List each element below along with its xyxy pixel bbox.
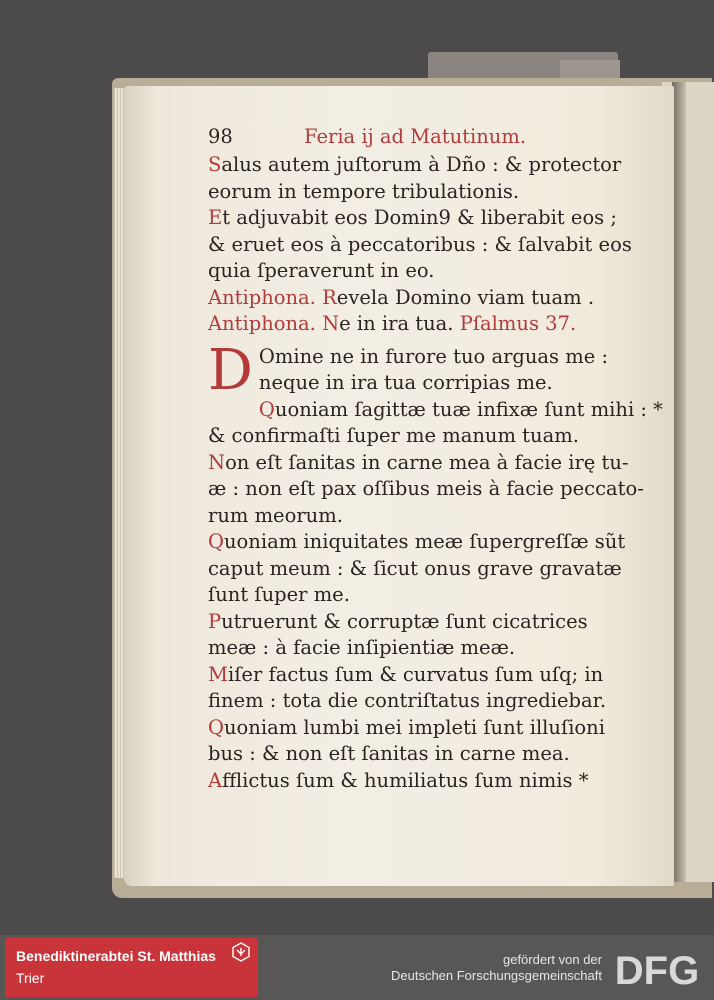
- verse: [208, 609, 652, 662]
- verse-initial: Q: [208, 530, 224, 553]
- verse-line: & confirmaſti ſuper me manum tuam.: [208, 424, 579, 447]
- psalm-opening: [208, 337, 652, 403]
- funding-line-1: gefördert von der: [502, 952, 602, 967]
- institution-name: Benediktinerabtei St. Matthias: [16, 948, 216, 964]
- verse-line: fflictus ſum & humiliatus ſum nimis *: [222, 768, 589, 792]
- dfg-logo: [606, 948, 708, 990]
- antiphon-text: evela Domino viam tuam .: [336, 285, 595, 309]
- verse-line: neque in ira tua corripias me.: [258, 371, 553, 394]
- abbey-logo-icon: [231, 942, 251, 962]
- funding-line-2: Deutschen Forschungsgemeinschaft: [390, 968, 602, 983]
- antiphon-label: Antiphona.: [208, 312, 316, 335]
- verse-line: finem : tota die contriſtatus ingrediebar.: [208, 689, 607, 712]
- verse: [208, 397, 663, 450]
- verse-initial: P: [208, 609, 222, 633]
- running-head: Feria ij ad Matutinum.: [304, 125, 527, 148]
- verse-initial: M: [208, 662, 228, 686]
- verse-line: alus autem juſtorum à Dño : & protector: [221, 153, 622, 176]
- verse: [208, 662, 652, 715]
- verse-line: ſunt ſuper me.: [208, 583, 350, 606]
- verse-initial: Q: [258, 397, 275, 421]
- book-gutter: [672, 82, 686, 882]
- antiphon-label: Antiphona.: [208, 285, 316, 309]
- verse-initial: A: [208, 768, 223, 792]
- institution-city: Trier: [16, 970, 45, 986]
- antiphon-initial: R: [322, 285, 337, 309]
- verse: [208, 450, 652, 530]
- verse-line: iſer factus ſum & curvatus ſum uſq; in: [227, 662, 604, 686]
- page-text: [208, 124, 663, 794]
- page-header: [208, 124, 652, 152]
- verse-line: Omine ne in furore tuo arguas me :: [258, 344, 609, 368]
- verse: [208, 768, 652, 795]
- verse-initial: N: [208, 450, 226, 474]
- antiphon-text: e in ira tua.: [339, 312, 454, 335]
- verse-line: & eruet eos à peccatoribus : & ſalvabit eos: [208, 232, 632, 256]
- dfg-logo-text: DFG: [614, 949, 700, 990]
- verse: [208, 205, 652, 285]
- verse-line: bus : & non eſt ſanitas in carne mea.: [208, 742, 570, 765]
- verse-line: on eſt ſanitas in carne mea à facie irę tu-: [225, 450, 629, 474]
- psalm-heading: Pſalmus 37.: [459, 312, 577, 335]
- verse-line: quia ſperaverunt in eo.: [208, 259, 435, 282]
- verse-initial: Q: [208, 715, 224, 739]
- antiphon-line: [208, 311, 652, 338]
- verse-line: uoniam lumbi mei impleti ſunt illuſioni: [224, 715, 605, 739]
- page-number: 98: [208, 125, 233, 148]
- verse-line: t adjuvabit eos Domin9 & liberabit eos ;: [222, 206, 617, 229]
- verse-line: eorum in tempore tribulationis.: [208, 179, 520, 203]
- verse-line: utruerunt & corruptæ ſunt cicatrices: [221, 609, 588, 633]
- verse-line: æ : non eſt pax oſſibus meis à facie peccato-: [208, 477, 644, 500]
- verse: [208, 715, 652, 768]
- verse-line: uoniam ſagittæ tuæ infixæ ſunt mihi : *: [274, 397, 663, 421]
- verse-initial: S: [208, 153, 222, 176]
- drop-cap-initial: D: [208, 337, 253, 403]
- verse: [208, 152, 652, 205]
- antiphon-line: [208, 285, 652, 312]
- verse-line: uoniam iniquitates meæ ſupergreſſæ sũt: [224, 530, 626, 553]
- verse-line: rum meorum.: [208, 503, 343, 527]
- verse: [208, 529, 652, 609]
- verse-line: meæ : à facie inſipientiæ meæ.: [208, 636, 516, 659]
- institution-badge: [5, 938, 258, 997]
- antiphon-initial: N: [322, 312, 340, 335]
- verse-initial: E: [208, 206, 223, 229]
- verse-line: caput meum : & ſicut onus grave gravatæ: [208, 556, 622, 580]
